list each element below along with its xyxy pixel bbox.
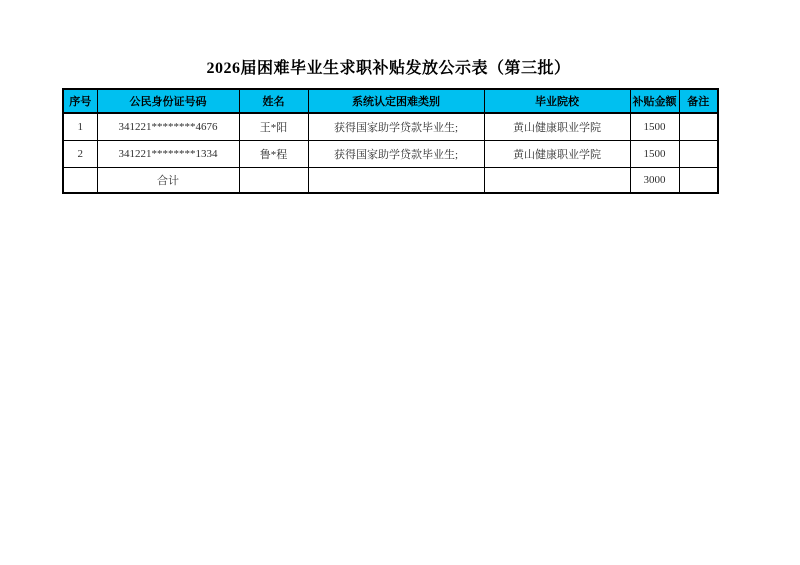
cell-total-amount: 3000	[630, 167, 679, 193]
cell-remark	[679, 167, 718, 193]
cell-school	[484, 167, 630, 193]
column-header-id-number: 公民身份证号码	[97, 89, 239, 113]
cell-school: 黄山健康职业学院	[484, 140, 630, 167]
column-header-school: 毕业院校	[484, 89, 630, 113]
table-row	[63, 113, 718, 140]
cell-seq: 1	[63, 113, 97, 140]
cell-difficulty-type	[308, 167, 484, 193]
table-row	[63, 140, 718, 167]
cell-difficulty-type: 获得国家助学贷款毕业生;	[308, 113, 484, 140]
column-header-remark: 备注	[679, 89, 718, 113]
cell-amount: 1500	[630, 140, 679, 167]
table-header-row	[63, 89, 718, 113]
cell-seq	[63, 167, 97, 193]
cell-amount: 1500	[630, 113, 679, 140]
subsidy-table	[62, 88, 719, 194]
cell-difficulty-type: 获得国家助学贷款毕业生;	[308, 140, 484, 167]
column-header-seq: 序号	[63, 89, 97, 113]
column-header-difficulty-type: 系统认定困难类别	[308, 89, 484, 113]
cell-remark	[679, 140, 718, 167]
cell-id-number: 341221********1334	[97, 140, 239, 167]
cell-name	[239, 167, 308, 193]
table-total-row	[63, 167, 718, 193]
page-title: 2026届困难毕业生求职补贴发放公示表（第三批）	[206, 60, 571, 77]
column-header-name: 姓名	[239, 89, 308, 113]
column-header-amount: 补贴金额	[630, 89, 679, 113]
cell-remark	[679, 113, 718, 140]
cell-name: 王*阳	[239, 113, 308, 140]
cell-school: 黄山健康职业学院	[484, 113, 630, 140]
cell-total-label: 合计	[97, 167, 239, 193]
cell-name: 鲁*程	[239, 140, 308, 167]
cell-id-number: 341221********4676	[97, 113, 239, 140]
cell-seq: 2	[63, 140, 97, 167]
